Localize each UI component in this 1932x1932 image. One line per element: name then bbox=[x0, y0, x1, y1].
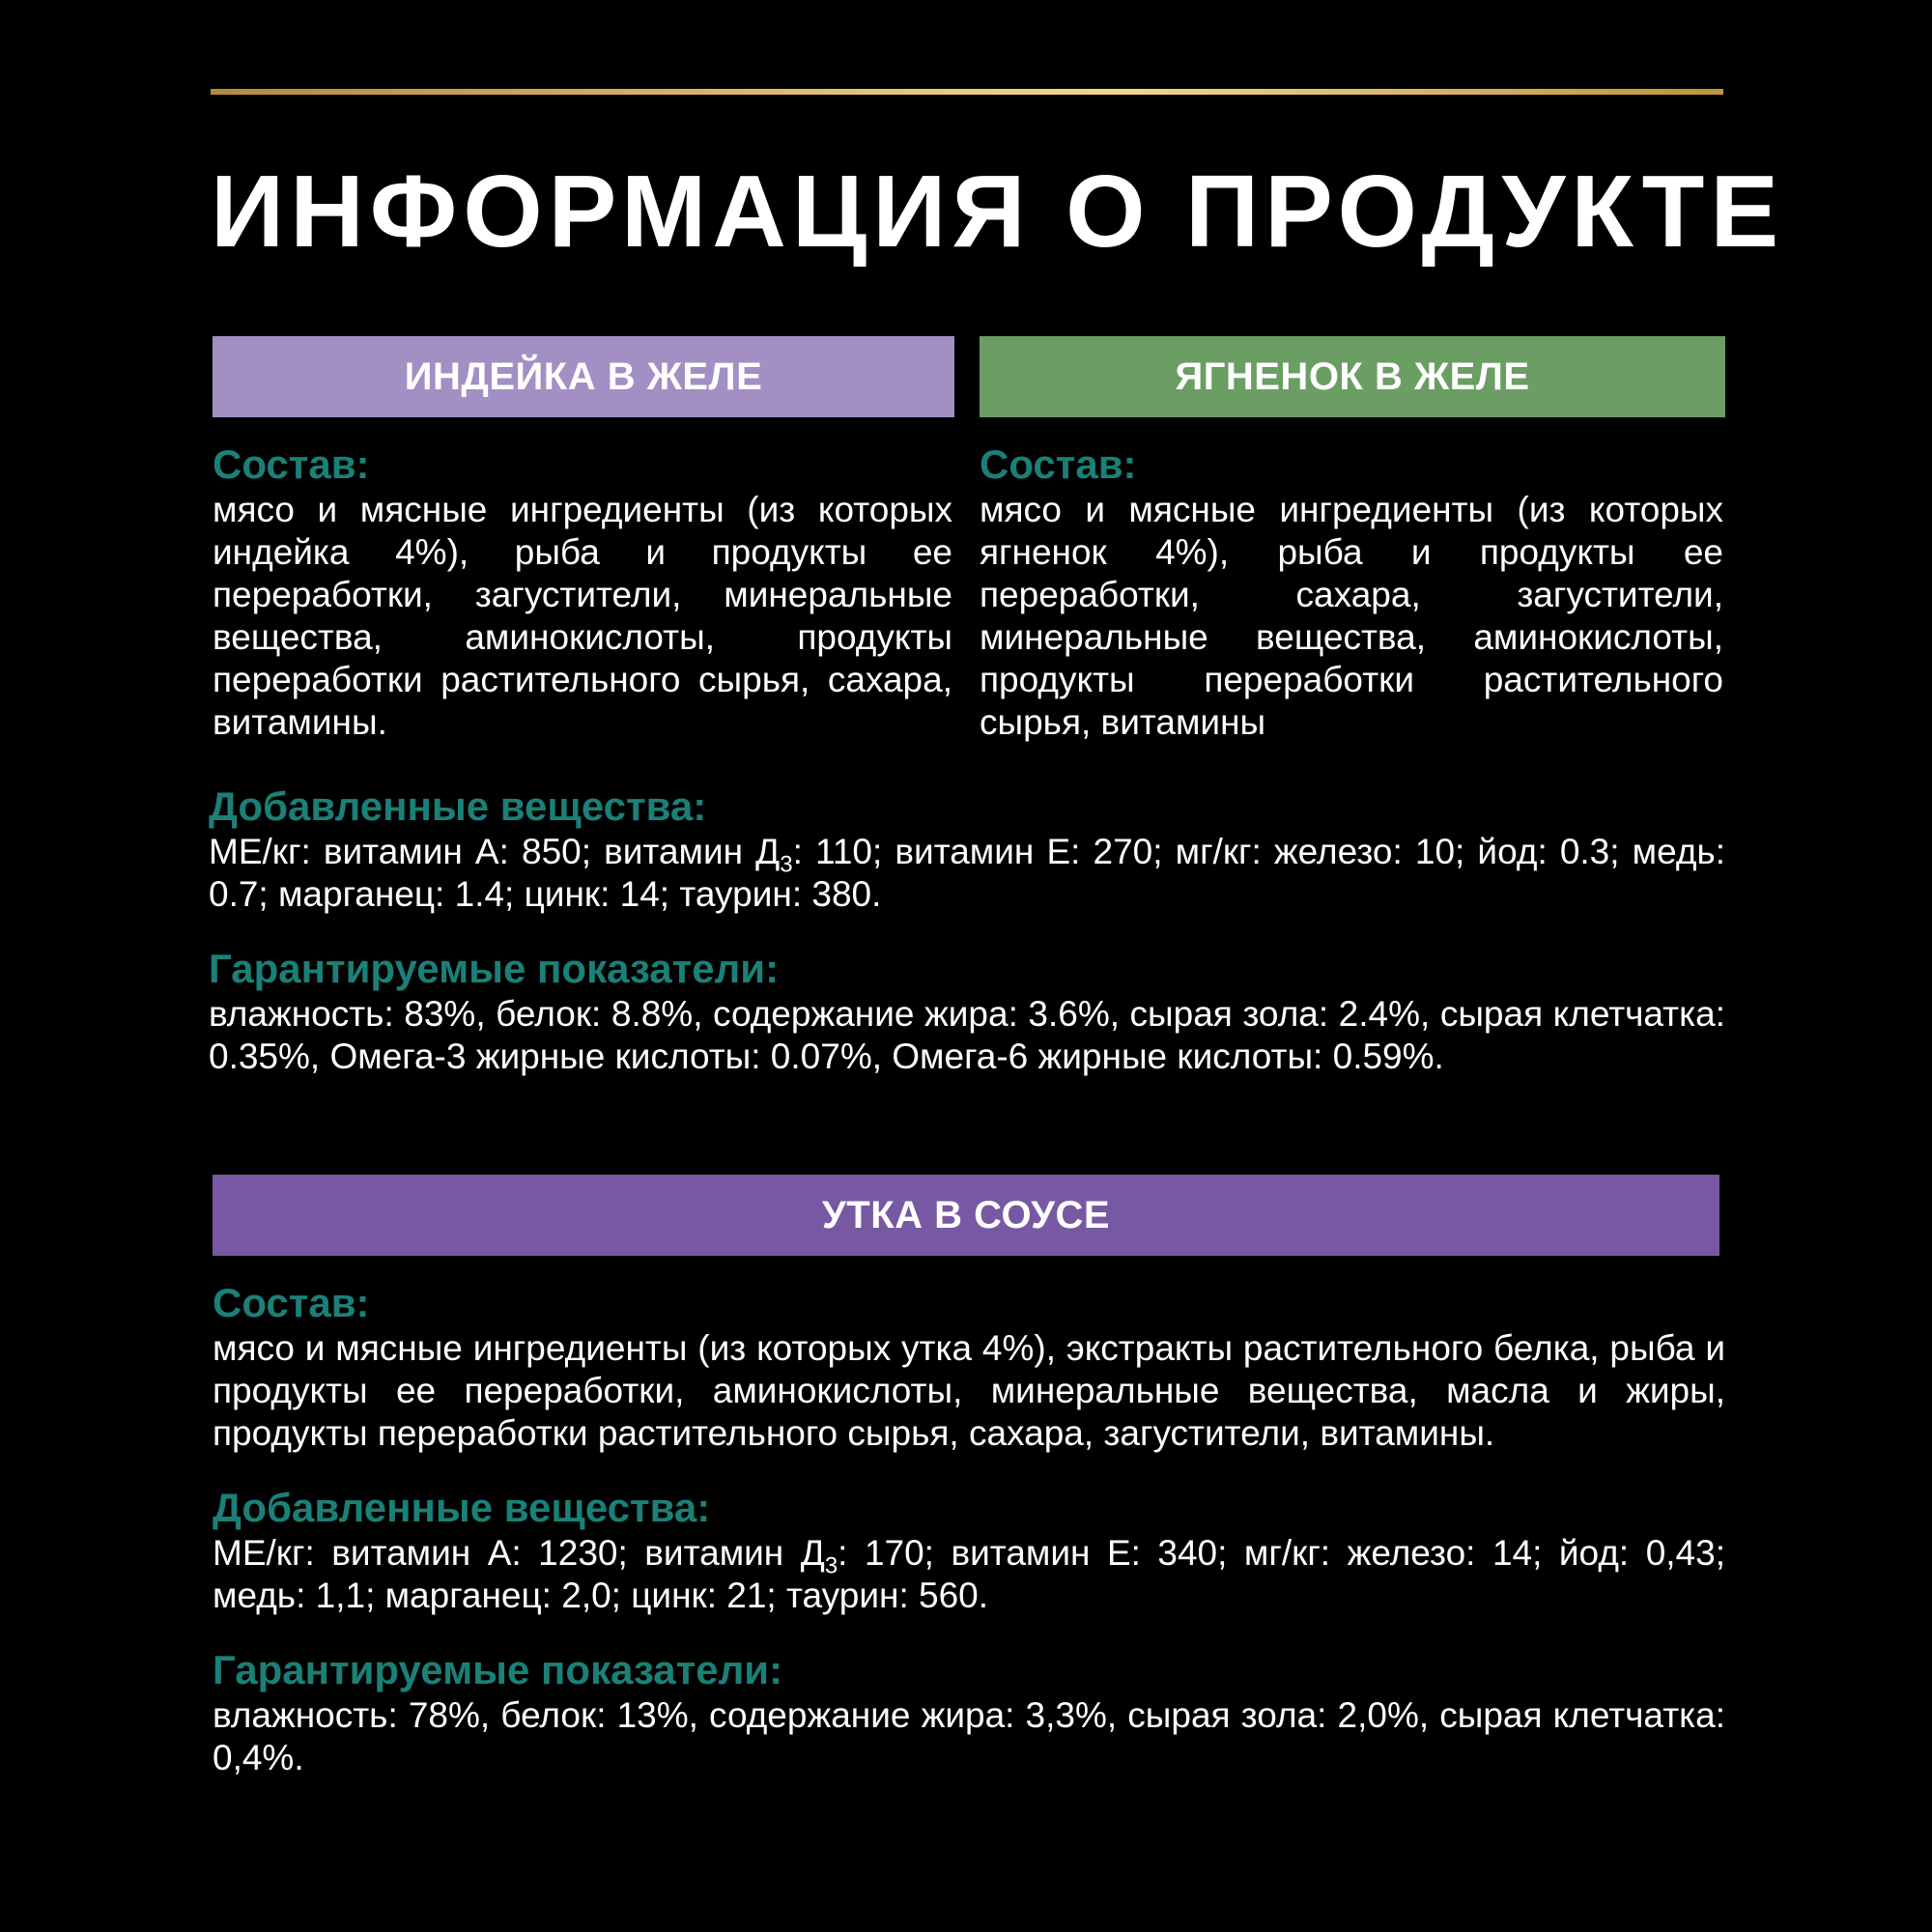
duck-additives-text bbox=[213, 1532, 1725, 1617]
jelly-additives-part-2: : 110; витамин Е: 270; мг/кг: железо: 10; йод: 0.3; медь: 0.7; марганец: 1.4; цинк: 14; таурин: 380. bbox=[209, 832, 1725, 914]
lamb-composition-section bbox=[980, 440, 1723, 744]
jelly-additives-subscript: 3 bbox=[780, 851, 793, 878]
jelly-additives-text bbox=[209, 831, 1725, 916]
duck-additives-section bbox=[213, 1484, 1725, 1617]
jelly-guaranteed-section bbox=[209, 945, 1725, 1078]
duck-additives-part-2: : 170; витамин Е: 340; мг/кг: железо: 14; йод: 0,43; медь: 1,1; марганец: 2,0; цинк: 21; таурин: 560. bbox=[213, 1533, 1725, 1615]
duck-guaranteed-heading: Гарантируемые показатели: bbox=[213, 1647, 783, 1692]
duck-guaranteed-text: влажность: 78%, белок: 13%, содержание жира: 3,3%, сырая зола: 2,0%, сырая клетчатка: 0,4%. bbox=[213, 1695, 1725, 1777]
banner-lamb-jelly: ЯГНЕНОК В ЖЕЛЕ bbox=[980, 336, 1725, 417]
jelly-additives-part-1: МЕ/кг: витамин А: 850; витамин Д bbox=[209, 832, 781, 871]
jelly-additives-heading: Добавленные вещества: bbox=[209, 783, 707, 829]
duck-additives-heading: Добавленные вещества: bbox=[213, 1485, 711, 1530]
lamb-composition-text: мясо и мясные ингредиенты (из которых ягненок 4%), рыба и продукты ее переработки, сахара, загустители, минеральные вещества, аминокислоты, продукты переработки растительного сырья, витамины bbox=[980, 490, 1723, 742]
jelly-additives-section bbox=[209, 782, 1725, 916]
jelly-guaranteed-heading: Гарантируемые показатели: bbox=[209, 946, 780, 991]
duck-additives-subscript: 3 bbox=[824, 1552, 838, 1579]
duck-composition-text: мясо и мясные ингредиенты (из которых утка 4%), экстракты растительного белка, рыба и продукты ее переработки, аминокислоты, минеральные вещества, масла и жиры, продукты переработки растительного сырья, сахара, загустители, витамины. bbox=[213, 1328, 1725, 1453]
turkey-composition-section bbox=[213, 440, 952, 744]
lamb-composition-heading: Состав: bbox=[980, 441, 1137, 487]
turkey-composition-text: мясо и мясные ингредиенты (из которых индейка 4%), рыба и продукты ее переработки, загустители, минеральные вещества, аминокислоты, продукты переработки растительного сырья, сахара, витамины. bbox=[213, 490, 952, 742]
banner-turkey-jelly: ИНДЕЙКА В ЖЕЛЕ bbox=[213, 336, 954, 417]
jelly-guaranteed-text: влажность: 83%, белок: 8.8%, содержание жира: 3.6%, сырая зола: 2.4%, сырая клетчатка: 0.35%, Омега-3 жирные кислоты: 0.07%, Омега-6 жирные кислоты: 0.59%. bbox=[209, 994, 1725, 1076]
banner-duck-sauce: УТКА В СОУСЕ bbox=[213, 1175, 1719, 1256]
duck-composition-section bbox=[213, 1279, 1725, 1455]
duck-additives-part-1: МЕ/кг: витамин А: 1230; витамин Д bbox=[213, 1533, 825, 1573]
turkey-composition-heading: Состав: bbox=[213, 441, 370, 487]
page-title: ИНФОРМАЦИЯ О ПРОДУКТЕ bbox=[211, 155, 1785, 269]
gold-divider bbox=[211, 89, 1723, 95]
duck-composition-heading: Состав: bbox=[213, 1280, 370, 1325]
duck-guaranteed-section bbox=[213, 1646, 1725, 1779]
